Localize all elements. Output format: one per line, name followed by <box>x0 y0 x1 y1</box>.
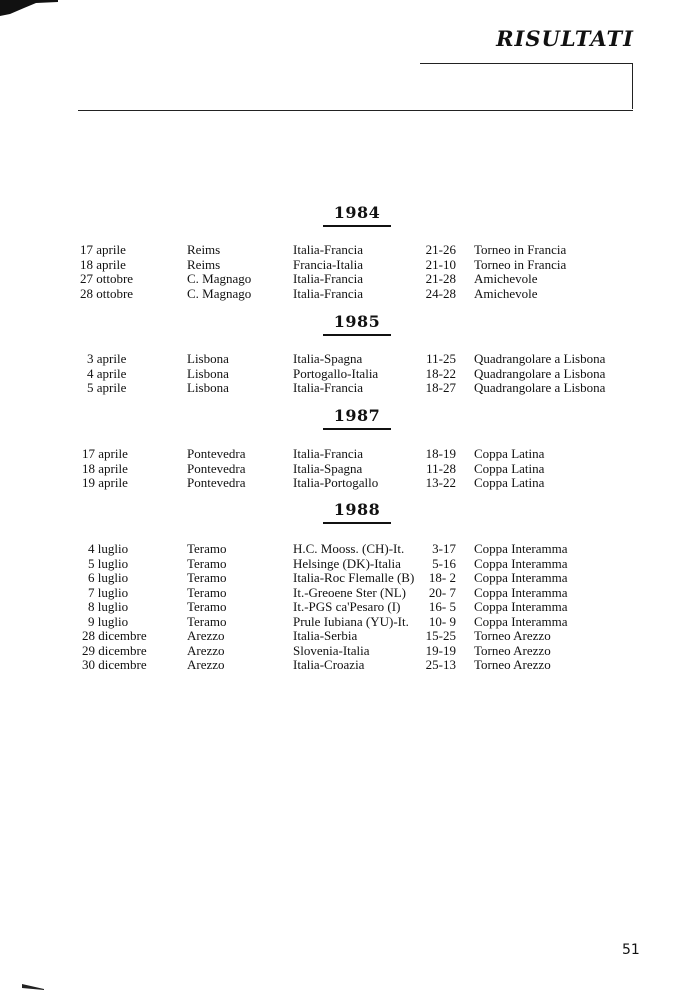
score-cell: 18- 2 <box>428 570 456 585</box>
place-cell: Pontevedra <box>187 446 246 461</box>
table-row <box>0 614 700 629</box>
score-cell: 25-13 <box>425 657 456 672</box>
date-cell: 6 luglio <box>88 570 129 585</box>
match-cell: Italia-Spagna <box>293 351 363 366</box>
score-cell: 18-27 <box>425 380 456 395</box>
place-cell: Lisbona <box>187 365 229 381</box>
event-cell: Quadrangolare a Lisbona <box>474 351 606 366</box>
date-cell: 8 luglio <box>88 599 129 614</box>
score-cell: 11-25 <box>426 351 456 366</box>
table-row <box>0 556 700 571</box>
date-cell: 18 aprile <box>82 460 128 476</box>
header-frame <box>420 63 633 109</box>
score-cell: 21-10 <box>425 256 456 272</box>
match-cell: Slovenia-Italia <box>293 642 370 658</box>
match-cell: Italia-Francia <box>293 242 364 257</box>
event-cell: Coppa Interamma <box>474 570 568 585</box>
match-cell: Italia-Francia <box>293 285 364 301</box>
year-heading: 1985 <box>323 312 391 336</box>
table-row <box>0 271 700 286</box>
match-cell: Prule Iubiana (YU)-It. <box>293 613 409 629</box>
score-cell: 15-25 <box>425 628 456 643</box>
event-cell: Coppa Interamma <box>474 584 568 600</box>
date-cell: 28 ottobre <box>80 285 134 301</box>
table-row <box>0 585 700 600</box>
score-cell: 3-17 <box>432 541 456 556</box>
place-cell: C. Magnago <box>187 285 252 301</box>
event-cell: Amichevole <box>474 271 538 286</box>
event-cell: Torneo in Francia <box>474 256 567 272</box>
score-cell: 18-22 <box>425 365 456 381</box>
table-row <box>0 257 700 272</box>
table-row <box>0 475 700 490</box>
table-row <box>0 570 700 585</box>
match-cell: H.C. Mooss. (CH)-It. <box>293 541 405 556</box>
place-cell: Teramo <box>187 555 227 571</box>
date-cell: 3 aprile <box>87 351 127 366</box>
match-cell: Portogallo-Italia <box>293 365 379 381</box>
score-cell: 21-26 <box>425 242 456 257</box>
match-cell: Italia-Croazia <box>293 657 365 672</box>
table-row <box>0 286 700 301</box>
match-cell: Italia-Francia <box>293 380 364 395</box>
table-row <box>0 657 700 672</box>
score-cell: 19-19 <box>425 642 456 658</box>
table-row <box>0 351 700 366</box>
date-cell: 17 aprile <box>80 242 126 257</box>
date-cell: 29 dicembre <box>82 642 147 658</box>
date-cell: 19 aprile <box>82 475 128 490</box>
event-cell: Quadrangolare a Lisbona <box>474 380 606 395</box>
table-row <box>0 446 700 461</box>
place-cell: Teramo <box>187 541 227 556</box>
score-cell: 20- 7 <box>428 584 456 600</box>
event-cell: Coppa Latina <box>474 475 545 490</box>
table-row <box>0 541 700 556</box>
match-cell: Italia-Roc Flemalle (B) <box>293 570 415 585</box>
match-cell: Italia-Serbia <box>293 628 358 643</box>
match-cell: It.-Greoene Ster (NL) <box>293 584 406 600</box>
match-cell: Italia-Francia <box>293 271 364 286</box>
place-cell: Teramo <box>187 584 227 600</box>
event-cell: Coppa Latina <box>474 446 545 461</box>
event-cell: Torneo Arezzo <box>474 628 551 643</box>
score-cell: 10- 9 <box>428 613 456 629</box>
table-row <box>0 380 700 395</box>
match-cell: Italia-Francia <box>293 446 364 461</box>
score-cell: 5-16 <box>432 555 456 571</box>
table-row <box>0 242 700 257</box>
place-cell: Arezzo <box>187 628 225 643</box>
date-cell: 28 dicembre <box>82 628 147 643</box>
year-heading: 1988 <box>323 500 391 524</box>
date-cell: 7 luglio <box>88 584 129 600</box>
event-cell: Amichevole <box>474 285 538 301</box>
date-cell: 4 luglio <box>88 541 129 556</box>
event-cell: Coppa Interamma <box>474 599 568 614</box>
date-cell: 5 luglio <box>88 555 129 571</box>
bottom-registration-mark <box>22 982 44 990</box>
match-cell: It.-PGS ca'Pesaro (I) <box>293 599 401 614</box>
event-cell: Coppa Interamma <box>474 613 568 629</box>
date-cell: 5 aprile <box>87 380 127 395</box>
score-cell: 24-28 <box>425 285 456 301</box>
table-row <box>0 628 700 643</box>
place-cell: C. Magnago <box>187 271 252 286</box>
place-cell: Teramo <box>187 613 227 629</box>
header-rule <box>78 110 633 111</box>
place-cell: Pontevedra <box>187 475 246 490</box>
page-title: RISULTATI <box>496 26 634 51</box>
match-cell: Francia-Italia <box>293 256 364 272</box>
event-cell: Torneo in Francia <box>474 242 567 257</box>
place-cell: Reims <box>187 242 221 257</box>
year-heading: 1987 <box>323 406 391 430</box>
corner-registration-mark <box>0 0 58 16</box>
match-cell: Italia-Portogallo <box>293 475 379 490</box>
match-cell: Helsinge (DK)-Italia <box>293 555 401 571</box>
score-cell: 13-22 <box>425 475 456 490</box>
table-row <box>0 599 700 614</box>
match-cell: Italia-Spagna <box>293 460 363 476</box>
event-cell: Coppa Latina <box>474 460 545 476</box>
event-cell: Coppa Interamma <box>474 555 568 571</box>
place-cell: Lisbona <box>187 351 229 366</box>
date-cell: 18 aprile <box>80 256 126 272</box>
date-cell: 17 aprile <box>82 446 128 461</box>
page-number: 51 <box>622 942 640 958</box>
date-cell: 30 dicembre <box>82 657 147 672</box>
date-cell: 4 aprile <box>87 365 127 381</box>
place-cell: Teramo <box>187 570 227 585</box>
event-cell: Quadrangolare a Lisbona <box>474 365 606 381</box>
event-cell: Torneo Arezzo <box>474 642 551 658</box>
date-cell: 9 luglio <box>88 613 129 629</box>
table-row <box>0 643 700 658</box>
date-cell: 27 ottobre <box>80 271 134 286</box>
place-cell: Teramo <box>187 599 227 614</box>
year-heading: 1984 <box>323 203 391 227</box>
score-cell: 18-19 <box>425 446 456 461</box>
place-cell: Lisbona <box>187 380 229 395</box>
place-cell: Pontevedra <box>187 460 246 476</box>
table-row <box>0 366 700 381</box>
table-row <box>0 461 700 476</box>
event-cell: Coppa Interamma <box>474 541 568 556</box>
event-cell: Torneo Arezzo <box>474 657 551 672</box>
score-cell: 21-28 <box>425 271 456 286</box>
score-cell: 11-28 <box>426 460 456 476</box>
place-cell: Arezzo <box>187 642 225 658</box>
place-cell: Reims <box>187 256 221 272</box>
score-cell: 16- 5 <box>428 599 456 614</box>
place-cell: Arezzo <box>187 657 225 672</box>
